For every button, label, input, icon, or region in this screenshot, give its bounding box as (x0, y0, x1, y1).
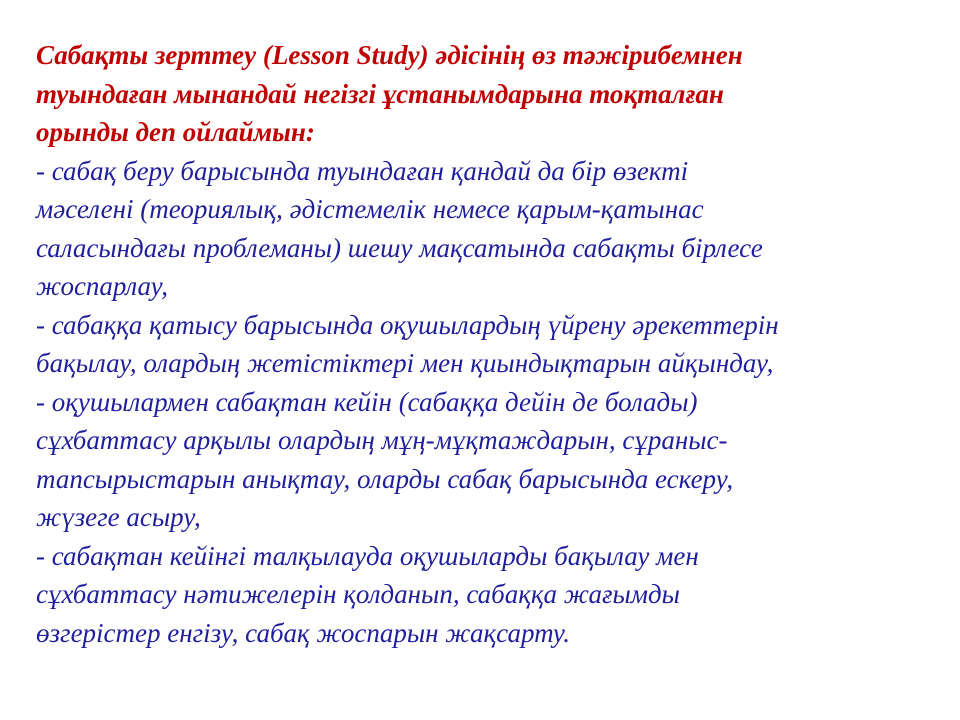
body-line: - сабақтан кейінгі талқылауда оқушыларды бақылау мен (36, 540, 699, 571)
body-line: - сабаққа қатысу барысында оқушылардың үйрену әрекеттерін (36, 309, 779, 340)
body-line: тапсырыстарын анықтау, оларды сабақ барысында ескеру, (36, 463, 734, 494)
body-line: бақылау, олардың жетістіктері мен қиындықтарын айқындау, (36, 348, 774, 378)
heading-line: Сабақты зерттеу (Lesson Study) әдісінің өз тәжірибемнен (36, 40, 743, 70)
heading-line: туындаған мынандай негізгі ұстанымдарына тоқталған (36, 78, 724, 109)
body-line: - оқушылармен сабақтан кейін (сабаққа дейін де болады) (36, 386, 698, 417)
body-line: - сабақ беру барысында туындаған қандай да бір өзекті (36, 155, 689, 186)
heading-line: орынды деп ойлаймын: (36, 117, 315, 147)
slide-text-block (36, 36, 936, 652)
body-line: мәселені (теориялық, әдістемелік немесе қарым-қатынас (36, 194, 704, 224)
body-line: өзгерістер енгізу, сабақ жоспарын жақсарту. (36, 617, 570, 648)
body-line: жүзеге асыру, (36, 502, 201, 532)
body-line: жоспарлау, (36, 271, 169, 301)
body-line: сұхбаттасу нәтижелерін қолданып, сабаққа жағымды (36, 579, 680, 609)
body-line: сұхбаттасу арқылы олардың мұң-мұқтаждарын, сұраныс- (36, 425, 728, 455)
body-line: саласындағы проблеманы) шешу мақсатында сабақты бірлесе (36, 232, 763, 263)
